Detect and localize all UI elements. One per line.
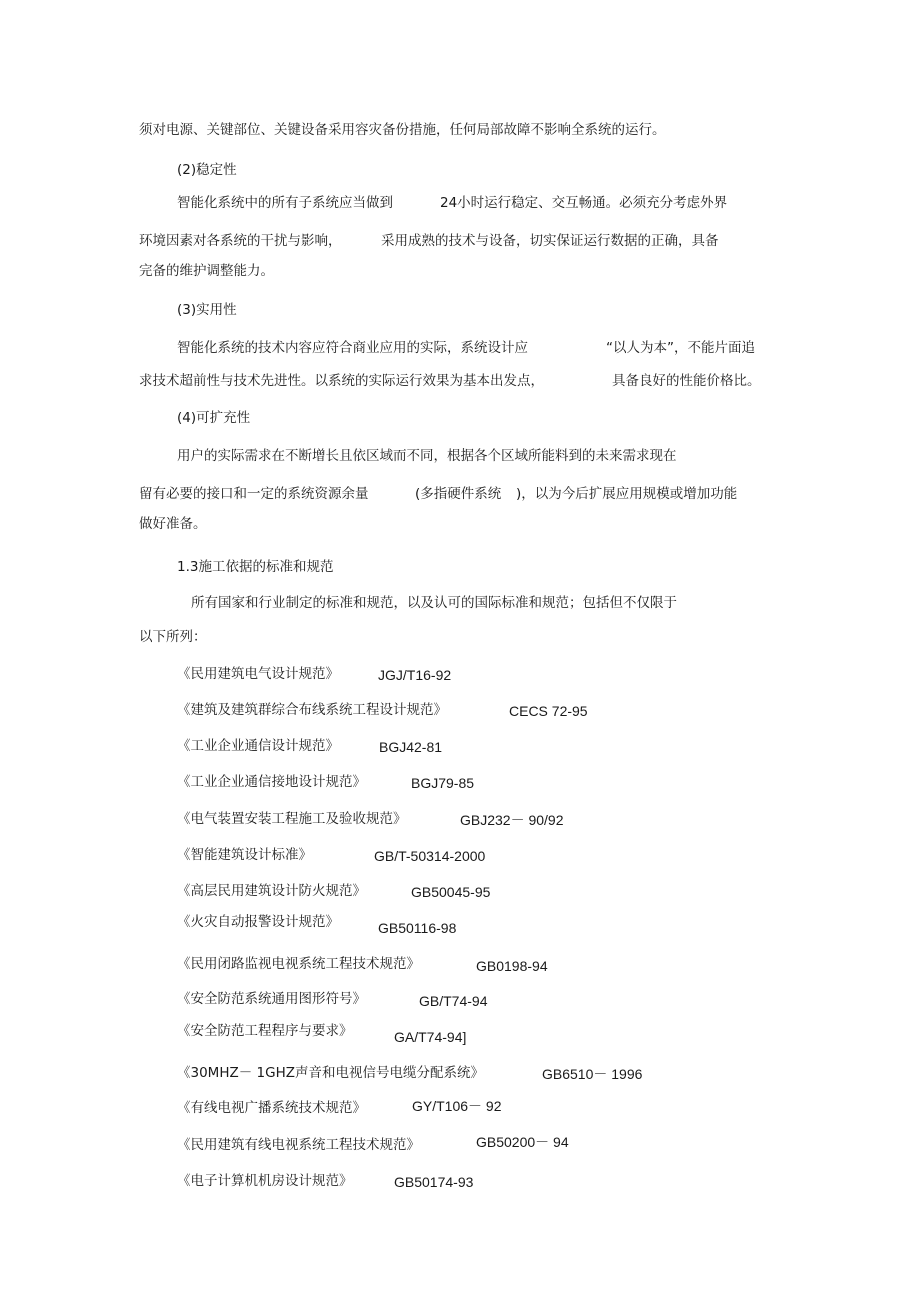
paragraph-line: 采用成熟的技术与设备，切实保证运行数据的正确，具备 [381,233,719,249]
standard-code: GB/T-50314-2000 [374,848,486,864]
paragraph-line: 以下所列： [139,629,207,645]
standard-code: GB50116-98 [378,920,457,936]
standard-name: 《建筑及建筑群综合布线系统工程设计规范》 [177,702,447,718]
paragraph-line: 具备良好的性能价格比。 [612,373,761,389]
standard-code: BGJ42-81 [379,739,443,755]
standard-code: GB50045-95 [411,884,491,900]
paragraph-line: “以人为本”，不能片面追 [606,340,755,356]
standard-name: 《火灾自动报警设计规范》 [177,914,339,930]
paragraph-line: 留有必要的接口和一定的系统资源余量 [139,486,369,502]
paragraph-line: 完备的维护调整能力。 [139,263,274,279]
paragraph-line: 环境因素对各系统的干扰与影响， [139,233,342,249]
standard-code: GBJ232－ 90/92 [460,812,564,828]
standard-code: GY/T106－ 92 [412,1098,502,1114]
standard-name: 《工业企业通信接地设计规范》 [177,774,366,790]
standard-name: 《民用建筑有线电视系统工程技术规范》 [177,1137,420,1153]
standard-code: GA/T74-94] [394,1029,467,1045]
standard-name: 《电子计算机机房设计规范》 [177,1173,353,1189]
standard-code: GB50200－ 94 [476,1134,569,1150]
paragraph-line: 所有国家和行业制定的标准和规范，以及认可的国际标准和规范；包括但不仅限于 [191,595,677,611]
paragraph-line: 做好准备。 [139,516,207,532]
section-heading-practicality: (3)实用性 [177,302,237,318]
paragraph-line: 智能化系统的技术内容应符合商业应用的实际，系统设计应 [177,340,528,356]
paragraph-line: 智能化系统中的所有子系统应当做到 [177,195,393,211]
paragraph-line: 求技术超前性与技术先进性。以系统的实际运行效果为基本出发点， [139,373,544,389]
standard-name: 《智能建筑设计标准》 [177,847,312,863]
standard-name: 《民用建筑电气设计规范》 [177,666,339,682]
paragraph-line: 须对电源、关键部位、关键设备采用容灾备份措施，任何局部故障不影响全系统的运行。 [139,122,666,138]
paragraph-line: 用户的实际需求在不断增长且依区域而不同，根据各个区域所能料到的未来需求现在 [177,448,677,464]
standard-name: 《安全防范工程程序与要求》 [177,1023,353,1039]
section-heading-stability: (2)稳定性 [177,162,237,178]
standard-code: GB/T74-94 [419,993,488,1009]
standard-name: 《民用闭路监视电视系统工程技术规范》 [177,956,420,972]
standard-code: GB0198-94 [476,958,548,974]
section-heading-expandability: (4)可扩充性 [177,410,251,426]
standard-code: JGJ/T16-92 [378,667,452,683]
standard-name: 《有线电视广播系统技术规范》 [177,1100,366,1116]
standard-name: 《电气装置安装工程施工及验收规范》 [177,811,407,827]
section-heading-standards: 1.3施工依据的标准和规范 [177,559,334,575]
paragraph-line: (多指硬件系统 [415,486,502,502]
paragraph-line: 24小时运行稳定、交互畅通。必须充分考虑外界 [440,195,728,211]
standard-name: 《30MHZ－ 1GHZ声音和电视信号电缆分配系统》 [177,1065,484,1081]
standard-code: GB50174-93 [394,1174,474,1190]
standard-name: 《工业企业通信设计规范》 [177,738,339,754]
standard-name: 《安全防范系统通用图形符号》 [177,991,366,1007]
standard-code: GB6510－ 1996 [542,1066,643,1082]
standard-code: BGJ79-85 [411,775,475,791]
standard-code: CECS 72-95 [509,703,588,719]
standard-name: 《高层民用建筑设计防火规范》 [177,883,366,899]
paragraph-line: )，以为今后扩展应用规模或增加功能 [516,486,738,502]
